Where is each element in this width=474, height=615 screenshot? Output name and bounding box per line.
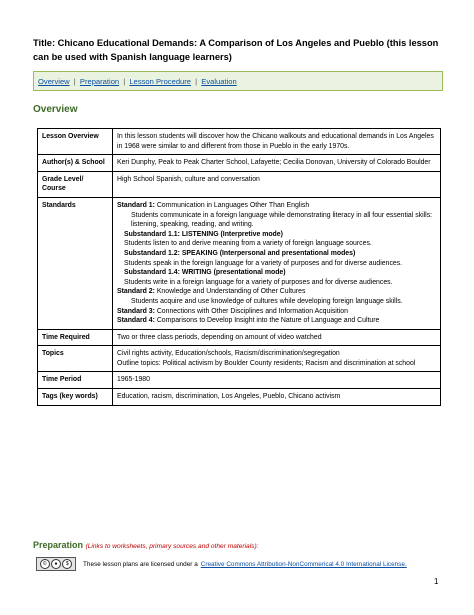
substandard-1-2-desc: Students speak in the foreign language for a variety of purposes and for diverse audiences. — [124, 259, 403, 267]
nav-link-evaluation[interactable]: Evaluation — [201, 77, 237, 86]
row-label: Time Period — [38, 372, 113, 389]
nav-separator: | — [195, 77, 198, 86]
table-row — [38, 389, 441, 406]
standard-1: Standard 1: Communication in Languages Other Than English — [117, 201, 310, 209]
substandard-1-1-desc: Students listen to and derive meaning from a variety of foreign language sources. — [124, 240, 372, 248]
substandard-1-4-desc: Students write in a foreign language for a variety of purposes and for diverse audiences. — [124, 278, 393, 286]
row-value: 1965-1980 — [113, 372, 441, 389]
page-number: 1 — [434, 577, 439, 586]
by-icon: ● — [51, 559, 61, 569]
row-value: In this lesson students will discover how the Chicano walkouts and educational demands in Los Angeles in 1968 were similar to and different from those in Pueblo in the early 1970s. — [113, 129, 441, 155]
document-title: Title: Chicano Educational Demands: A Comparison of Los Angeles and Pueblo (this lesson can be used with Spanish language learners) — [33, 38, 439, 62]
overview-heading: Overview — [33, 104, 78, 115]
license-footer — [36, 557, 407, 571]
table-row — [38, 129, 441, 155]
nc-icon: $ — [62, 559, 72, 569]
row-label: Grade Level/ Course — [38, 171, 113, 197]
standard-4: Standard 4: Comparisons to Develop Insight into the Nature of Language and Culture — [117, 317, 380, 325]
standard-2-desc: Students acquire and use knowledge of cultures while developing foreign language skills. — [131, 297, 403, 305]
nav-separator: | — [73, 77, 76, 86]
substandard-1-2: Substandard 1.2: SPEAKING (Interpersonal and presentational modes) — [124, 249, 356, 257]
nav-link-preparation[interactable]: Preparation — [79, 77, 120, 86]
standard-2: Standard 2: Knowledge and Understanding of Other Cultures — [117, 288, 306, 296]
table-row — [38, 372, 441, 389]
table-row — [38, 197, 441, 329]
creative-commons-badge-icon — [36, 557, 76, 571]
row-label: Lesson Overview — [38, 129, 113, 155]
nav-link-overview[interactable]: Overview — [38, 77, 70, 86]
license-link[interactable]: Creative Commons Attribution-NonCommerical 4.0 International License. — [200, 560, 407, 568]
overview-table — [37, 128, 441, 406]
preparation-note: (Links to worksheets, primary sources and other materials): — [85, 543, 259, 550]
nav-separator: | — [123, 77, 126, 86]
standard-1-desc: Students communicate in a foreign language while demonstrating literacy in all four essential skills: listening, speaking, reading, and writing. — [131, 211, 433, 229]
row-label: Standards — [38, 197, 113, 329]
topics-line: Civil rights activity, Education/schools, Racism/discrimination/segregation — [117, 350, 340, 358]
standards-cell — [113, 197, 441, 329]
preparation-heading — [33, 540, 259, 550]
row-label: Topics — [38, 346, 113, 372]
row-label: Author(s) & School — [38, 155, 113, 172]
table-row — [38, 329, 441, 346]
standard-3: Standard 3: Connections with Other Disciplines and Information Acquisition — [117, 307, 348, 315]
row-value: Two or three class periods, depending on amount of video watched — [113, 329, 441, 346]
table-row — [38, 171, 441, 197]
table-row — [38, 346, 441, 372]
row-value: High School Spanish, culture and conversation — [113, 171, 441, 197]
row-value — [113, 346, 441, 372]
preparation-title: Preparation — [33, 540, 84, 550]
substandard-1-1: Substandard 1.1: LISTENING (Interpretive mode) — [124, 230, 283, 238]
row-value: Keri Dunphy, Peak to Peak Charter School, Lafayette; Cecilia Donovan, University of Colorado Boulder — [113, 155, 441, 172]
outline-topics-line: Outline topics: Political activism by Boulder County residents; Racism and discrimination at school — [117, 359, 416, 367]
cc-icon: © — [40, 559, 50, 569]
nav-link-lesson-procedure[interactable]: Lesson Procedure — [129, 77, 192, 86]
section-nav-bar — [33, 71, 443, 91]
license-text: These lesson plans are licensed under a — [83, 560, 198, 568]
substandard-1-4: Substandard 1.4: WRITING (presentational mode) — [124, 269, 286, 277]
row-label: Time Required — [38, 329, 113, 346]
table-row — [38, 155, 441, 172]
row-label: Tags (key words) — [38, 389, 113, 406]
row-value: Education, racism, discrimination, Los Angeles, Pueblo, Chicano activism — [113, 389, 441, 406]
